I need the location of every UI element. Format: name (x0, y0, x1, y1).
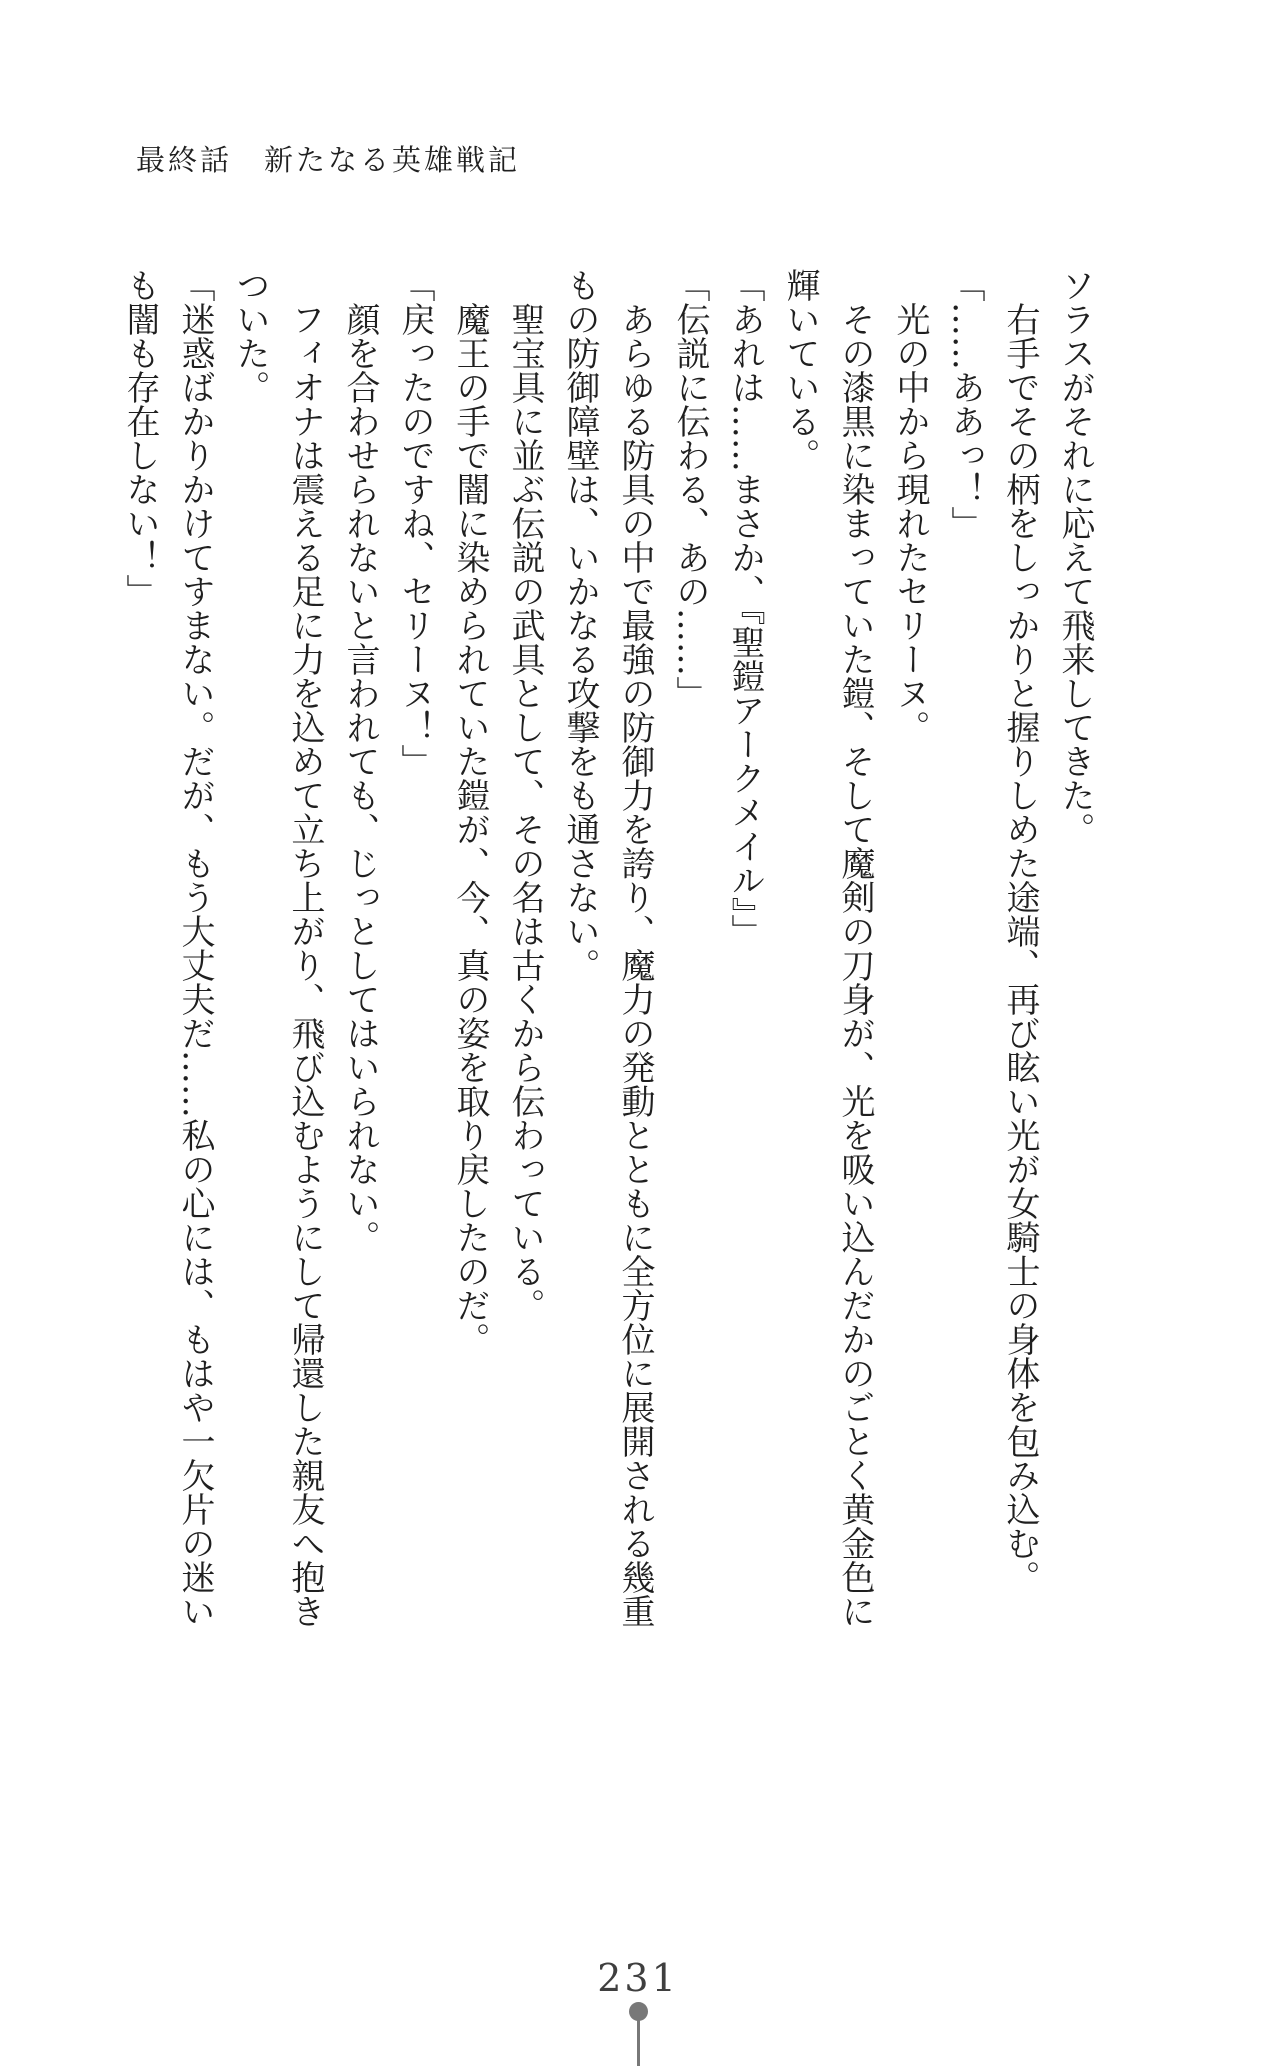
text-line: もの防御障壁は、いかなる攻撃をも通さない。 (560, 268, 600, 982)
text-line: 右手でその柄をしっかりと握りしめた途端、再び眩い光が女騎士の身体を包み込む。 (1000, 302, 1040, 1594)
text-line: 「伝説に伝わる、あの……」 (670, 268, 710, 710)
text-line: 「戻ったのですね、セリーヌ！」 (395, 268, 435, 778)
text-line: フィオナは震える足に力を込めて立ち上がり、飛び込むようにして帰還した親友へ抱き (285, 302, 325, 1628)
text-line: 光の中から現れたセリーヌ。 (890, 302, 930, 744)
chapter-header: 最終話 新たなる英雄戦記 (136, 143, 521, 177)
text-line: ついた。 (230, 268, 270, 404)
text-line: ソラスがそれに応えて飛来してきた。 (1055, 268, 1095, 846)
text-line: 聖宝具に並ぶ伝説の武具として、その名は古くから伝わっている。 (505, 302, 545, 1322)
text-line: 魔王の手で闇に染められていた鎧が、今、真の姿を取り戻したのだ。 (450, 302, 490, 1356)
text-line: 「……ああっ！」 (945, 268, 985, 540)
text-line: も闇も存在しない！」 (120, 268, 160, 608)
text-line: 「迷惑ばかりかけてすまない。だが、もう大丈夫だ……私の心には、もはや一欠片の迷い (175, 268, 215, 1628)
text-block (112, 268, 1102, 1628)
footer-stem-ornament (637, 2018, 640, 2066)
text-line: 顔を合わせられないと言われても、じっとしてはいられない。 (340, 302, 380, 1254)
text-line: あらゆる防具の中で最強の防御力を誇り、魔力の発動とともに全方位に展開される幾重 (615, 302, 655, 1628)
text-line: 輝いている。 (780, 268, 820, 472)
page-number: 231 (597, 1956, 679, 2000)
text-line: 「あれは……まさか、『聖鎧アークメイル』」 (725, 268, 765, 948)
text-line: その漆黒に染まっていた鎧、そして魔剣の刀身が、光を吸い込んだかのごとく黄金色に (835, 302, 875, 1628)
